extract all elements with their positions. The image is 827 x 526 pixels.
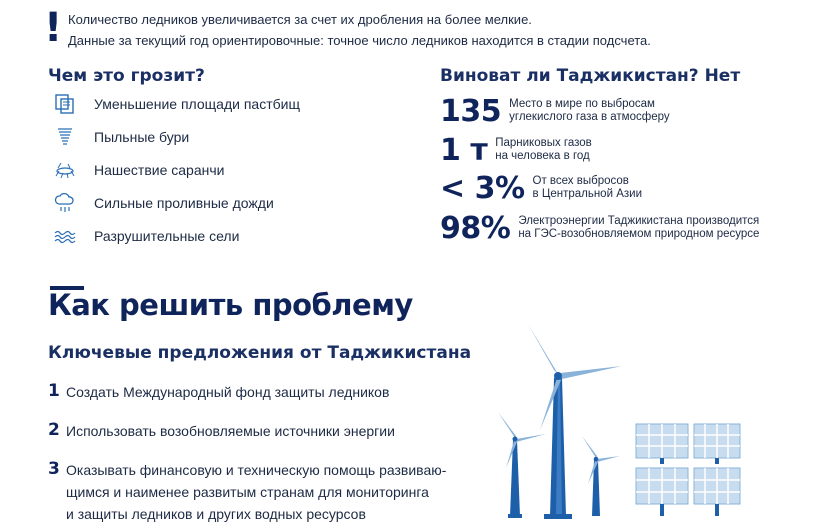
solution-subtitle: Ключевые предложения от Таджикистана bbox=[48, 343, 472, 363]
stat-value: 135 bbox=[440, 93, 502, 129]
threat-label: Нашествие саранчи bbox=[94, 162, 225, 178]
blame-title: Виноват ли Таджикистан? Нет bbox=[440, 66, 741, 86]
solar-panel bbox=[694, 424, 740, 464]
stat-desc: Электроэнергии Таджикистана производится на ГЭС-возобновляемом природном ресурсе bbox=[518, 215, 760, 240]
wind-turbine-small-right bbox=[582, 436, 620, 516]
note-1: Количество ледников увеличивается за счет их дробления на более мелкие. bbox=[68, 12, 532, 27]
threat-item bbox=[52, 92, 300, 116]
renewable-energy-illustration bbox=[480, 318, 750, 524]
stat-row bbox=[440, 212, 759, 244]
proposal-text: Оказывать финансовую и техническую помощь развиваю- щимся и наименее развитым странам для мониторинга и защиты ледников и других водных ресурсов bbox=[66, 462, 447, 522]
threats-title: Чем это грозит? bbox=[48, 66, 205, 86]
threat-label: Пыльные бури bbox=[94, 129, 190, 145]
wind-turbine-small-left bbox=[498, 412, 546, 518]
note-2: Данные за текущий год ориентировочные: точное число ледников находится в стадии подсчета. bbox=[68, 33, 651, 48]
stat-row bbox=[440, 134, 592, 166]
proposal-number: 3 bbox=[48, 459, 60, 479]
threat-item bbox=[52, 191, 274, 215]
solar-panel bbox=[694, 468, 740, 516]
locust-icon bbox=[52, 158, 78, 182]
threat-item bbox=[52, 125, 189, 149]
threat-label: Уменьшение площади пастбищ bbox=[94, 96, 300, 112]
exclamation-icon: ! bbox=[44, 5, 63, 51]
pasture-area-icon bbox=[52, 92, 78, 116]
threat-label: Сильные проливные дожди bbox=[94, 195, 274, 211]
stat-row bbox=[440, 95, 670, 127]
solar-panel bbox=[636, 424, 688, 464]
heavy-rain-icon bbox=[52, 191, 78, 215]
stat-value: < 3% bbox=[440, 170, 525, 206]
wind-turbine-large bbox=[528, 324, 622, 519]
stat-desc: Место в мире по выбросам углекислого газа в атмосферу bbox=[509, 98, 670, 123]
proposal-item bbox=[48, 381, 389, 403]
stat-value: 98% bbox=[440, 210, 511, 246]
mudflow-icon bbox=[52, 224, 78, 248]
proposal-number: 2 bbox=[48, 420, 60, 440]
proposal-number: 1 bbox=[48, 381, 60, 401]
proposal-text: Создать Международный фонд защиты ледников bbox=[66, 384, 390, 400]
threat-item bbox=[52, 224, 239, 248]
solution-title: Как решить проблему bbox=[48, 288, 413, 322]
proposal-item bbox=[48, 420, 395, 442]
threat-label: Разрушительные сели bbox=[94, 228, 240, 244]
solar-panel bbox=[636, 468, 688, 516]
proposal-text: Использовать возобновляемые источники энергии bbox=[66, 423, 395, 439]
stat-desc: От всех выбросов в Центральной Азии bbox=[532, 175, 642, 200]
stat-desc: Парниковых газов на человека в год bbox=[495, 137, 592, 162]
threat-item bbox=[52, 158, 224, 182]
stat-value: 1 т bbox=[440, 132, 488, 168]
proposal-item bbox=[48, 459, 446, 525]
stat-row bbox=[440, 172, 642, 204]
dust-storm-icon bbox=[52, 125, 78, 149]
